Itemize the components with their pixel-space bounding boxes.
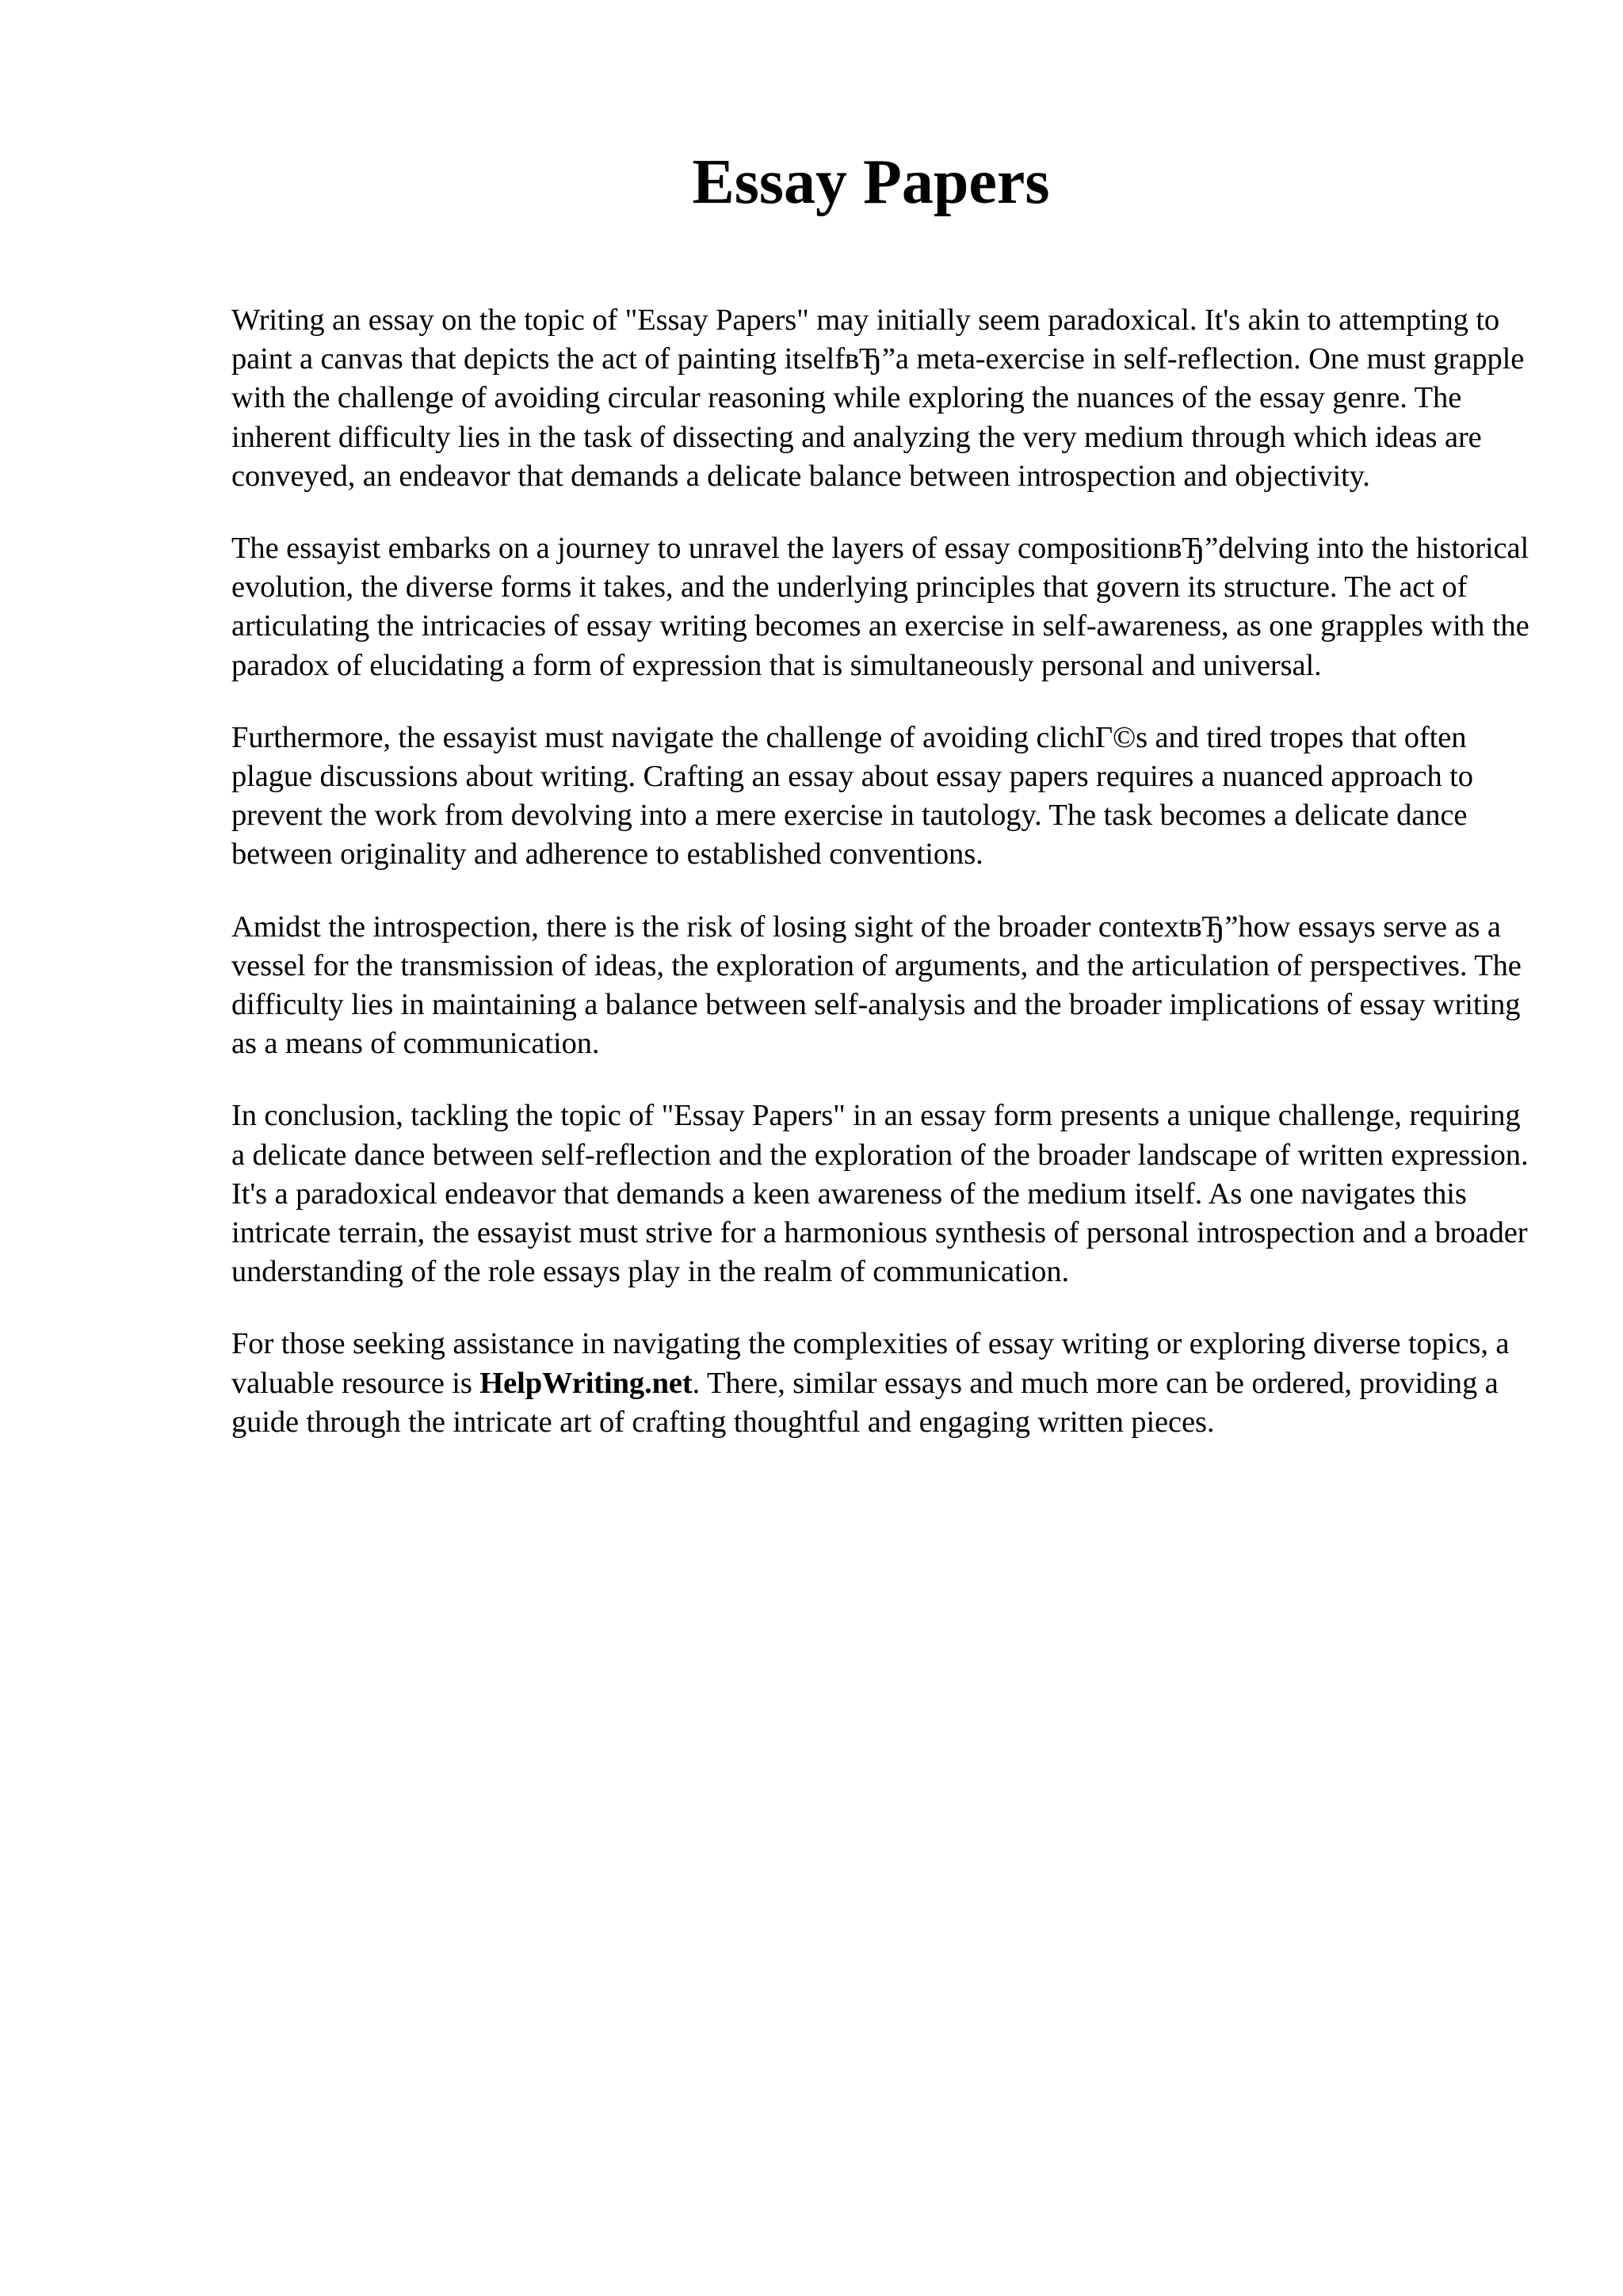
- paragraph-4: Amidst the introspection, there is the risk of losing sight of the broader contextвЂ”how essays serve as a vessel for the transmission of ideas, the exploration of arguments, and the articulation of perspectives. The difficulty lies in maintaining a balance between self-analysis and the broader implications of essay writing as a means of communication.: [231, 910, 1522, 1061]
- paragraph-3: Furthermore, the essayist must navigate the challenge of avoiding clichГ©s and tired tropes that often plague discussions about writing. Crafting an essay about essay papers requires a nuanced approach to prevent the work from devolving into a mere exercise in tautology. The task becomes a delicate dance between originality and adherence to established conventions.: [231, 720, 1473, 871]
- closing-text-after: . There, similar essays and much more can be ordered, providing a guide through the intricate art of crafting thoughtful and engaging written pieces.: [231, 1366, 1499, 1439]
- page-title: Essay Papers: [692, 147, 1050, 217]
- essay-body: [231, 301, 1531, 1475]
- paragraph-5: In conclusion, tackling the topic of "Essay Papers" in an essay form presents a unique challenge, requiring a delicate dance between self-reflection and the exploration of the broader landscape of written expression. It's a paradoxical endeavor that demands a keen awareness of the medium itself. As one navigates this intricate terrain, the essayist must strive for a harmonious synthesis of personal introspection and a broader understanding of the role essays play in the realm of communication.: [231, 1099, 1529, 1289]
- closing-paragraph: [231, 1325, 1531, 1442]
- closing-text-before: For those seeking assistance in navigating the complexities of essay writing or exploring diverse topics, a valuable resource is: [231, 1327, 1510, 1400]
- paragraph-2: The essayist embarks on a journey to unravel the layers of essay compositionвЂ”delving into the historical evolution, the diverse forms it takes, and the underlying principles that govern its structure. The act of articulating the intricacies of essay writing becomes an exercise in self-awareness, as one grapples with the paradox of elucidating a form of expression that is simultaneously personal and universal.: [231, 532, 1529, 682]
- helpwriting-link[interactable]: HelpWriting.net: [479, 1366, 693, 1400]
- paragraph-1: Writing an essay on the topic of "Essay Papers" may initially seem paradoxical. It's akin to attempting to paint a canvas that depicts the act of painting itselfвЂ”a meta-exercise in self-reflection. One must grapple with the challenge of avoiding circular reasoning while exploring the nuances of the essay genre. The inherent difficulty lies in the task of dissecting and analyzing the very medium through which ideas are conveyed, an endeavor that demands a delicate balance between introspection and objectivity.: [231, 303, 1525, 493]
